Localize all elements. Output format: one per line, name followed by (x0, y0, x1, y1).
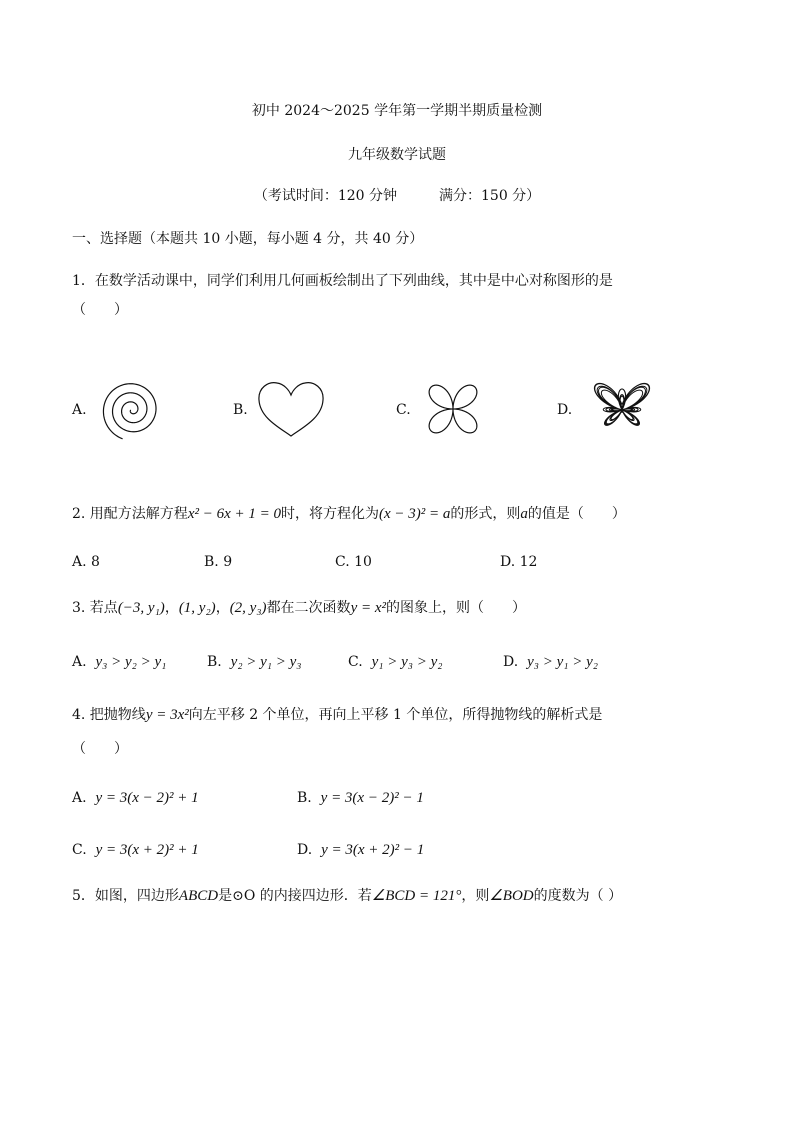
q5-lead: 5．如图，四边形 (72, 888, 179, 904)
exam-subtitle: 九年级数学试题 (348, 147, 446, 163)
q4-option-a-label: A. (72, 790, 87, 806)
section-heading: 一、选择题（本题共 10 小题，每小题 4 分，共 40 分） (72, 231, 424, 247)
q2-tail: 的形式，则 (450, 506, 521, 522)
q3-option-d-expr: y₃ > y₁ > y₂ (527, 654, 598, 670)
q1-stem: 1．在数学活动课中，同学们利用几何画板绘制出了下列曲线，其中是中心对称图形的是 (72, 273, 613, 289)
q3-option-c-label: C. (348, 654, 363, 670)
q1-option-c-label: C. (396, 402, 411, 418)
q3-option-c-expr: y₁ > y₃ > y₂ (371, 654, 443, 670)
q3-sep-1: ， (164, 600, 179, 616)
q3-end: 的图象上，则（ ） (386, 600, 526, 616)
q2-option-a: A. 8 (72, 554, 100, 570)
q4-option-a (72, 789, 199, 807)
q2-mid: 时，将方程化为 (281, 506, 379, 522)
q4-option-b-label: B. (297, 790, 312, 806)
q4-option-c (72, 841, 199, 859)
q3-option-a (72, 653, 166, 671)
q3-sep-2: ， (215, 600, 230, 616)
q2-equation: x² − 6x + 1 = 0 (187, 506, 281, 522)
q3-option-d (503, 653, 598, 671)
q2-option-d: D. 12 (500, 554, 538, 570)
q1-option-b-label: B. (233, 402, 248, 418)
q2-option-c: C. 10 (335, 554, 372, 570)
spiral-icon (95, 378, 165, 440)
q4-lead: 4. 把抛物线 (72, 707, 146, 723)
q3-option-a-label: A. (72, 654, 87, 670)
q4-option-c-expr: y = 3(x + 2)² + 1 (95, 842, 199, 858)
q4-option-d (297, 841, 424, 859)
exam-info: （考试时间：120 分钟 满分：150 分） (253, 188, 541, 204)
q4-option-d-expr: y = 3(x + 2)² − 1 (321, 842, 425, 858)
q3-point-1: (−3, y₁) (117, 600, 165, 616)
q5-target: ∠BOD (489, 888, 534, 904)
q3-function: y = x² (350, 600, 386, 616)
q2-form: (x − 3)² = a (379, 506, 451, 522)
q4-stem (72, 706, 602, 724)
q3-option-b-label: B. (207, 654, 222, 670)
q4-option-c-label: C. (72, 842, 87, 858)
q3-option-b-expr: y₂ > y₁ > y₃ (230, 654, 302, 670)
q3-option-b (207, 653, 302, 671)
butterfly-icon (582, 376, 662, 440)
q1-option-d-label: D. (557, 402, 573, 418)
q3-mid: 都在二次函数 (266, 600, 351, 616)
q3-option-c (348, 653, 442, 671)
q5-stem (72, 887, 622, 905)
four-leaf-clover-icon (420, 376, 486, 442)
q2-end: 的值是（ ） (527, 506, 626, 522)
q3-point-2: (1, y₂) (178, 600, 216, 616)
q5-mid: 是⊙O 的内接四边形．若 (218, 888, 372, 904)
q1-paren: （ ） (72, 302, 128, 318)
q4-function: y = 3x² (145, 707, 189, 723)
heart-icon (256, 380, 326, 440)
q5-tail: ，则 (461, 888, 490, 904)
q4-option-d-label: D. (297, 842, 313, 858)
q5-angle: ∠BCD = 121° (371, 888, 462, 904)
q2-var: a (520, 506, 528, 522)
q4-option-a-expr: y = 3(x − 2)² + 1 (95, 790, 199, 806)
q5-end: 的度数为（ ） (533, 888, 623, 904)
q3-option-a-expr: y₃ > y₂ > y₁ (95, 654, 167, 670)
q1-option-a-label: A. (72, 402, 87, 418)
q3-stem (72, 599, 526, 617)
q3-lead: 3. 若点 (72, 600, 118, 616)
q4-end: 向左平移 2 个单位，再向上平移 1 个单位，所得抛物线的解析式是 (188, 707, 603, 723)
q2-stem (72, 505, 626, 523)
q3-option-d-label: D. (503, 654, 519, 670)
exam-title: 初中 2024～2025 学年第一学期半期质量检测 (251, 103, 543, 119)
q2-lead: 2. 用配方法解方程 (72, 506, 188, 522)
q3-point-3: (2, y₃) (229, 600, 267, 616)
q4-option-b-expr: y = 3(x − 2)² − 1 (320, 790, 424, 806)
q4-option-b (297, 789, 424, 807)
q2-option-b: B. 9 (204, 554, 233, 570)
q5-quad: ABCD (178, 888, 219, 904)
q4-paren: （ ） (72, 741, 128, 757)
